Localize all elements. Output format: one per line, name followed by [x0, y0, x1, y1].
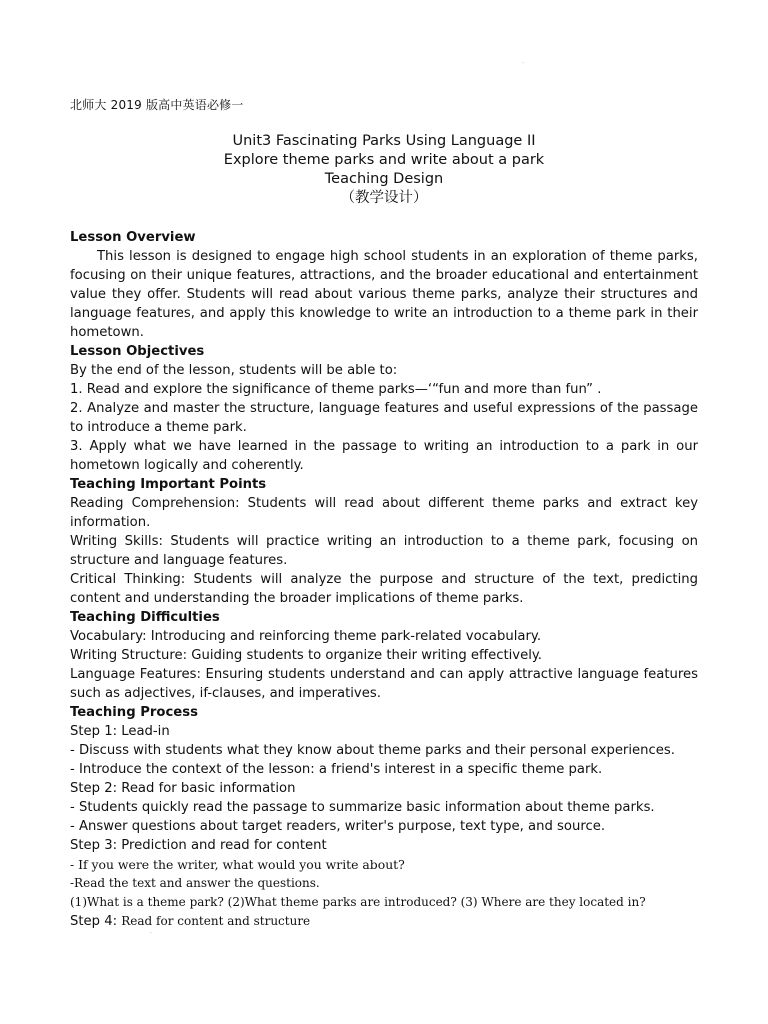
title-block	[0, 132, 768, 208]
objective-item: 2. Analyze and master the structure, language features and useful expressions of the passage to introduce a theme park.	[70, 401, 698, 435]
section-heading-difficulties: Teaching Difficulties	[70, 610, 220, 625]
title-line-2: Explore theme parks and write about a park	[223, 152, 545, 168]
step-item: -Read the text and answer the questions.	[70, 876, 320, 890]
objectives-intro: By the end of the lesson, students will be able to:	[70, 363, 398, 378]
objective-item: 3. Apply what we have learned in the passage to writing an introduction to a park in our hometown logically and coherently.	[70, 439, 698, 473]
difficulty-item: Writing Structure: Guiding students to organize their writing effectively.	[70, 648, 542, 663]
step-title: Step 2: Read for basic information	[70, 781, 296, 796]
step-item: - Answer questions about target readers, writer's purpose, text type, and source.	[70, 819, 606, 834]
step-item: - Discuss with students what they know about theme parks and their personal experiences.	[70, 743, 675, 758]
title-line-1: Unit3 Fascinating Parks Using Language II	[232, 133, 536, 149]
title-line-3: Teaching Design	[324, 171, 444, 187]
overview-paragraph: This lesson is designed to engage high school students in an exploration of theme parks, focusing on their unique features, attractions, and the broader educational and entertainment value they offer. Students will read about various theme parks, analyze their structures and language features, and apply this knowledge to write an introduction to a theme park in their hometown.	[70, 249, 698, 340]
step-text: Read for content and structure	[121, 914, 311, 928]
section-heading-objectives: Lesson Objectives	[70, 344, 205, 359]
important-point-item: Critical Thinking: Students will analyze the purpose and structure of the text, predicting content and understanding the broader implications of theme parks.	[70, 572, 698, 606]
decorative-dot: .	[522, 58, 524, 65]
document-header: 北师大 2019 版高中英语必修一	[70, 98, 244, 112]
decorative-dot: .	[150, 928, 152, 935]
important-point-item: Writing Skills: Students will practice writing an introduction to a theme park, focusing on structure and language features.	[70, 534, 698, 568]
objective-item: 1. Read and explore the significance of theme parks—‘“fun and more than fun” .	[70, 382, 602, 397]
difficulty-item: Language Features: Ensuring students understand and can apply attractive language features such as adjectives, if-clauses, and imperatives.	[70, 667, 698, 701]
difficulty-item: Vocabulary: Introducing and reinforcing theme park-related vocabulary.	[70, 629, 542, 644]
step-title: Step 1: Lead-in	[70, 724, 170, 739]
step-item: - Introduce the context of the lesson: a friend's interest in a specific theme park.	[70, 762, 603, 777]
section-heading-overview: Lesson Overview	[70, 230, 196, 245]
step-label: Step 4:	[70, 914, 122, 929]
step-item: (1)What is a theme park? (2)What theme parks are introduced? (3) Where are they located in?	[70, 895, 646, 909]
important-point-item: Reading Comprehension: Students will read about different theme parks and extract key information.	[70, 496, 698, 530]
step-title: Step 3: Prediction and read for content	[70, 838, 327, 853]
document-body	[70, 228, 698, 931]
section-heading-important-points: Teaching Important Points	[70, 477, 267, 492]
title-line-4: （教学设计）	[340, 190, 428, 206]
section-heading-process: Teaching Process	[70, 705, 198, 720]
step-title-4	[70, 912, 698, 931]
step-item: - If you were the writer, what would you write about?	[70, 857, 405, 872]
step-item: - Students quickly read the passage to summarize basic information about theme parks.	[70, 800, 655, 815]
